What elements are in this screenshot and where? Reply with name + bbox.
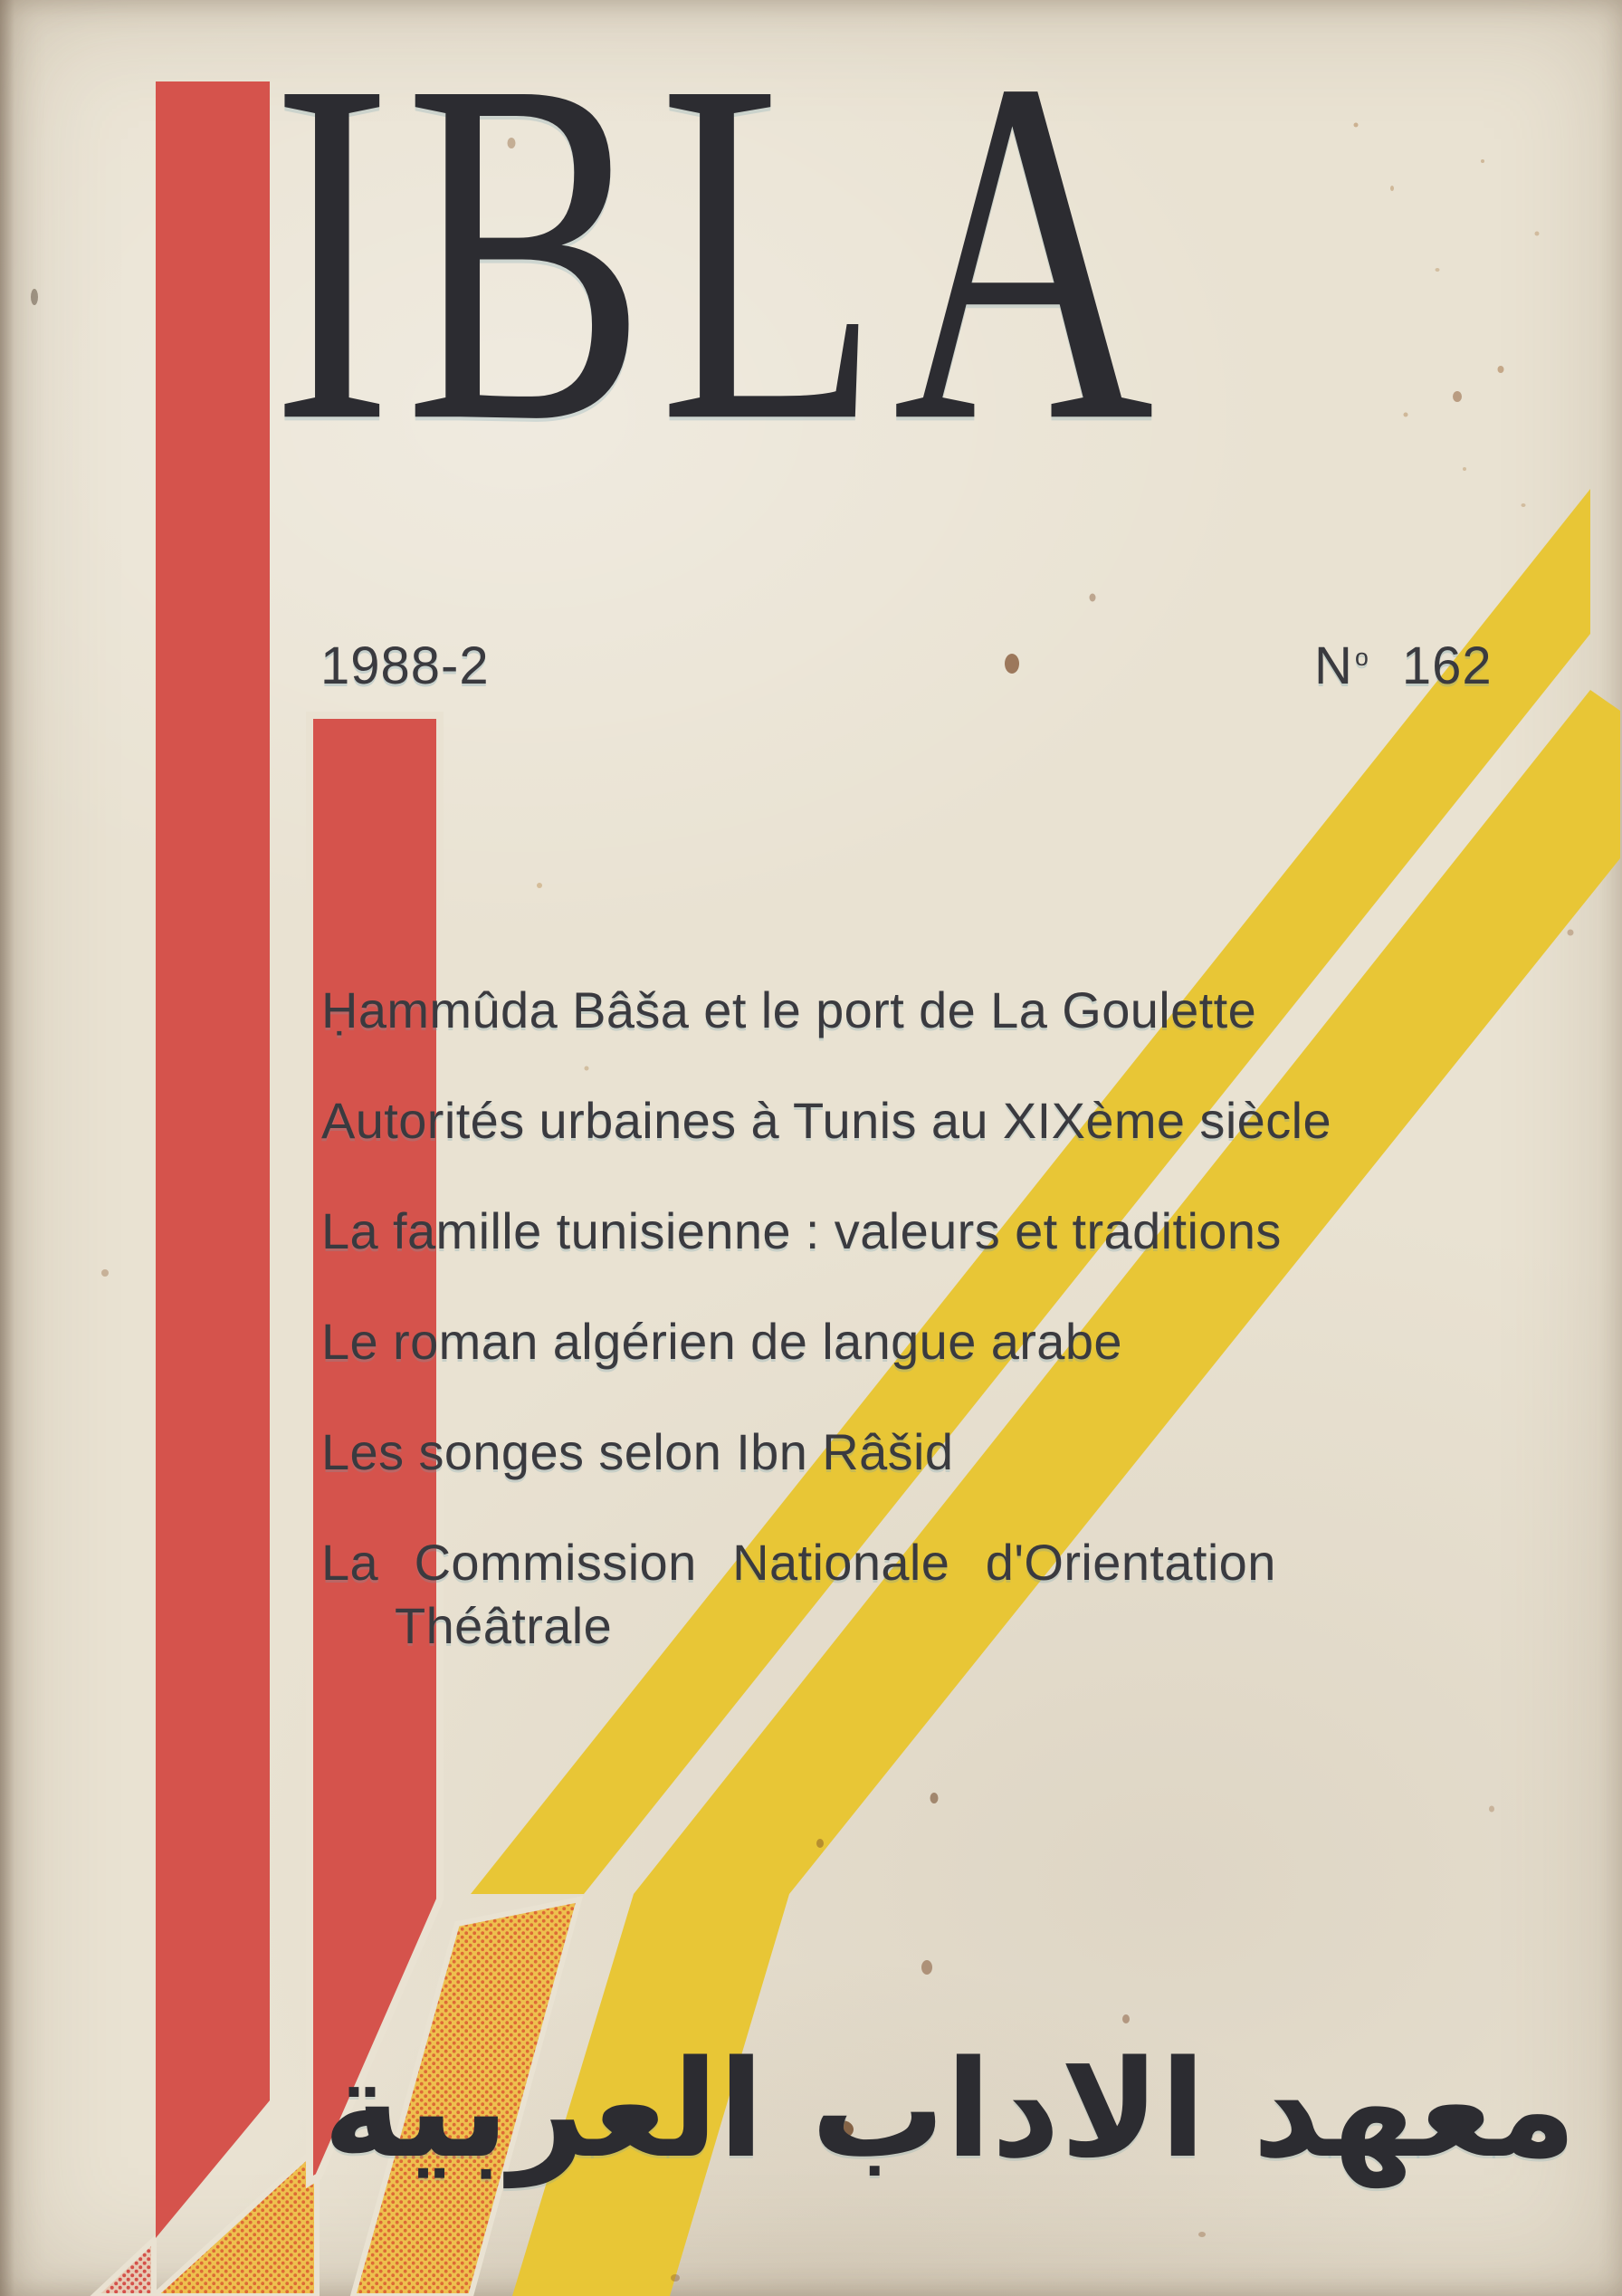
age-spot: [1354, 123, 1359, 128]
age-spot: [930, 1793, 939, 1803]
age-spot: [816, 1839, 824, 1848]
masthead-title: IBLA: [272, 0, 1168, 524]
issue-number: [1314, 636, 1493, 696]
age-spot: [537, 883, 542, 888]
issue-number-ordinal: o: [1355, 643, 1369, 671]
red-bar-left: [156, 81, 270, 2238]
toc-item-text: Le roman algérien de langue arabe: [321, 1313, 1122, 1370]
toc-item: [321, 1200, 1282, 1263]
age-spot: [1404, 413, 1408, 417]
toc-item: [321, 1089, 1331, 1153]
age-spot: [1481, 159, 1484, 163]
toc-item-text: Autorités urbaines à Tunis au XIXème siècle: [321, 1092, 1332, 1149]
age-spot: [1522, 503, 1526, 507]
age-spot: [671, 2274, 680, 2282]
age-spot: [921, 1960, 932, 1975]
age-spot: [1090, 594, 1096, 602]
toc-item-text: Ḥammûda Bâša et le port de La Goulette: [321, 981, 1257, 1038]
yellow-stripe-main: [471, 489, 1590, 1894]
toc-item: [321, 1310, 1122, 1373]
issue-number-value: 162: [1401, 636, 1493, 695]
age-spot: [31, 289, 38, 305]
arabic-institute-title: معهد الاداب العربية: [322, 2032, 1577, 2187]
age-spot: [1436, 268, 1440, 272]
age-spot: [1198, 2232, 1206, 2237]
toc-item: [321, 1531, 1276, 1658]
age-spot: [101, 1269, 109, 1277]
toc-item-text: La famille tunisienne : valeurs et traditions: [321, 1202, 1282, 1259]
age-spot: [1489, 1806, 1494, 1813]
toc-item-text: La Commission Nationale d'Orientation: [321, 1534, 1276, 1591]
toc-item: [321, 979, 1256, 1042]
age-spot: [1005, 654, 1019, 674]
age-spot: [1453, 391, 1462, 402]
halftone-red-corner-triangle: [94, 2240, 154, 2296]
age-spot: [1498, 366, 1504, 373]
age-spot: [1463, 467, 1466, 471]
age-spot: [1122, 2014, 1130, 2023]
toc-item: [321, 1421, 953, 1484]
toc-item-text-line2: Théâtrale: [395, 1597, 613, 1654]
age-spot: [1568, 930, 1574, 936]
age-spot: [1390, 186, 1394, 191]
age-spot: [1535, 232, 1540, 236]
age-spot: [585, 1067, 589, 1071]
toc-item-text: Les songes selon Ibn Râšid: [321, 1423, 954, 1480]
issue-year: 1988-2: [320, 636, 490, 695]
issue-number-prefix: N: [1314, 636, 1353, 695]
